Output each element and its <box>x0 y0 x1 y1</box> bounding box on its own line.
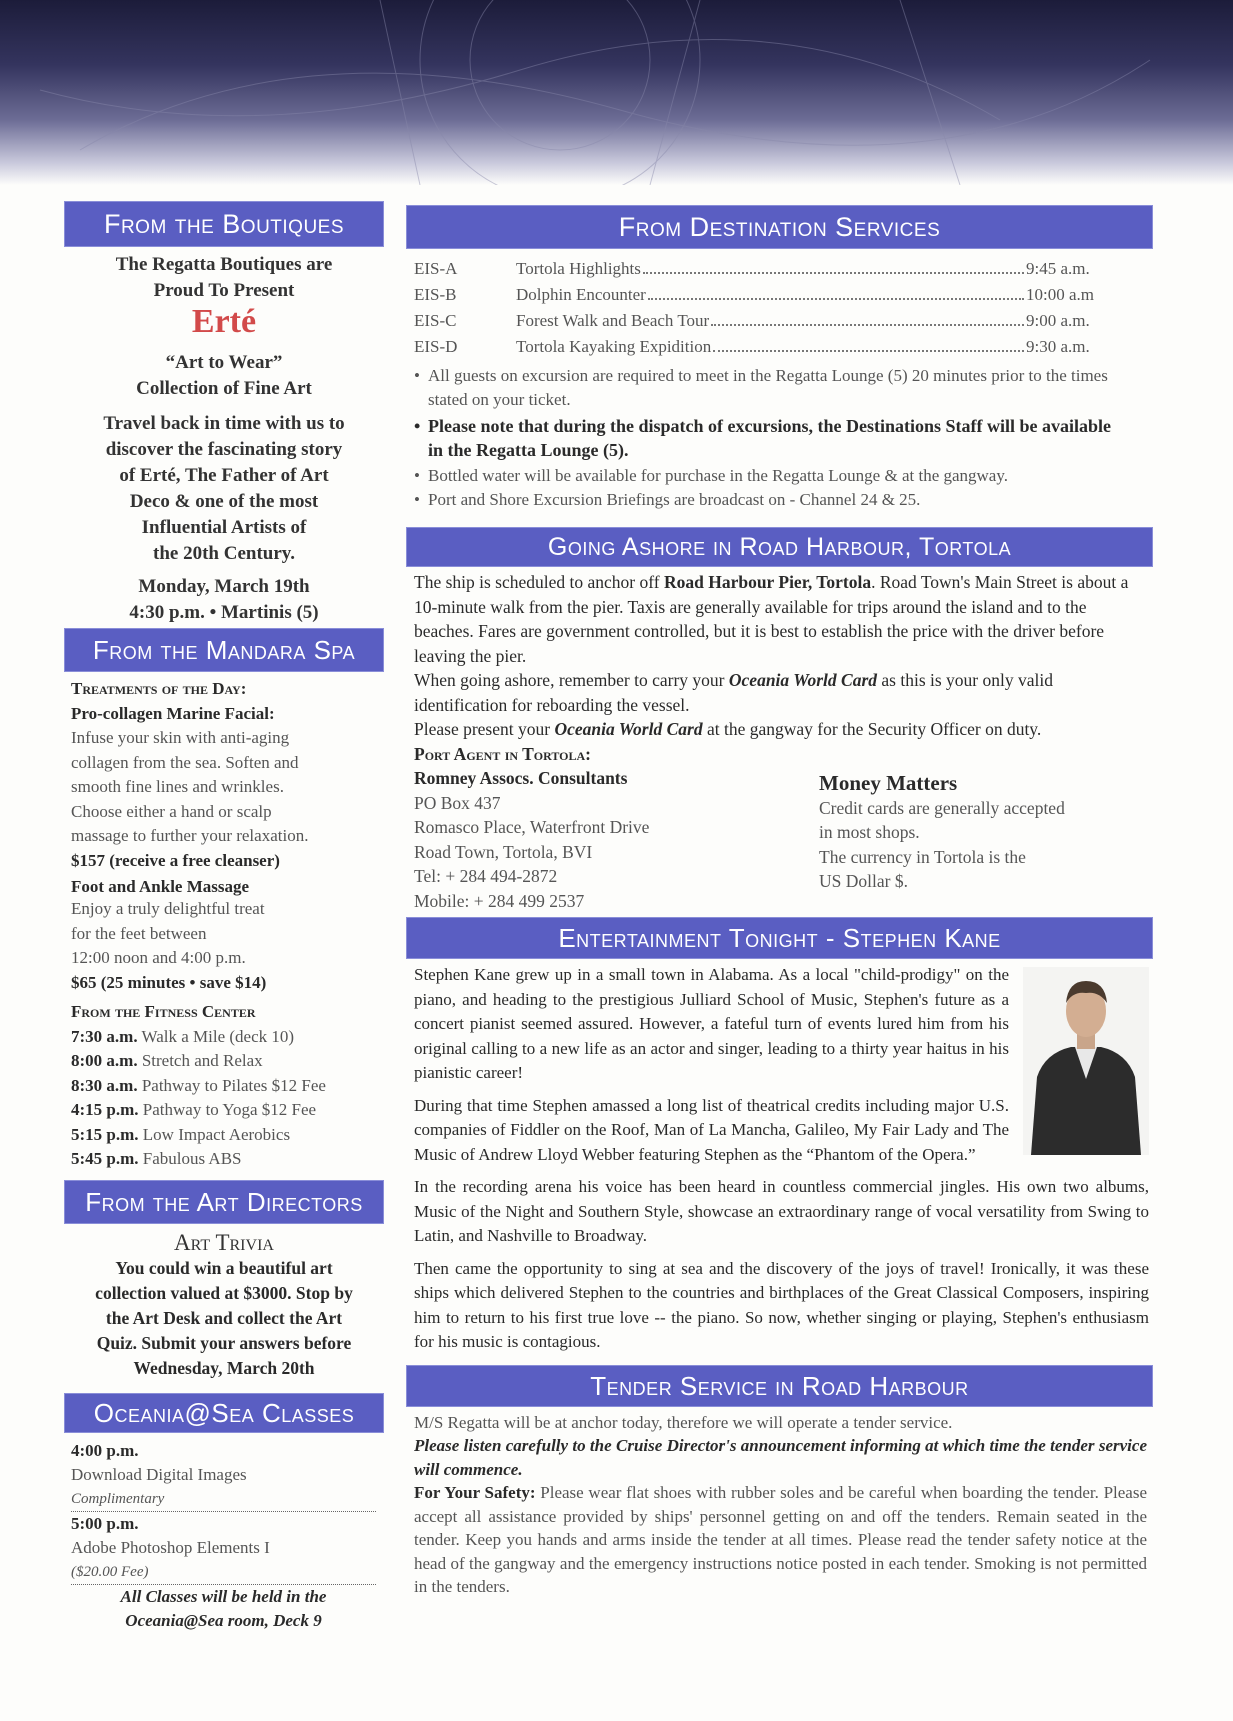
class-fee: ($20.00 Fee) <box>71 1560 376 1585</box>
fitness-time: 5:45 p.m. <box>71 1149 139 1168</box>
collection-title: “Art to Wear” <box>165 352 283 373</box>
facial-line: Choose either a hand or scalp <box>71 801 272 821</box>
dot-leader <box>713 350 1024 352</box>
world-card: Oceania World Card <box>554 719 703 739</box>
art-line: Quiz. Submit your answers before <box>96 1332 352 1353</box>
tour-time: 9:30 a.m. <box>1026 337 1090 356</box>
classes-header: Oceania@Sea Classes <box>64 1393 384 1433</box>
destination-note: • Bottled water will be available for purchase in the Regatta Lounge & at the gangway. <box>414 464 1114 488</box>
body-line: discover the fascinating story <box>105 439 343 460</box>
performer-photo <box>1023 967 1149 1155</box>
massage-line: 12:00 noon and 4:00 p.m. <box>71 948 246 967</box>
classes-note: All Classes will be held in the <box>120 1586 327 1606</box>
massage-title: Foot and Ankle Massage <box>71 877 250 896</box>
tour-time: 9:45 a.m. <box>1026 259 1090 278</box>
tour-code: EIS-C <box>414 311 457 330</box>
fitness-time: 5:15 p.m. <box>71 1124 139 1144</box>
facial-line: Infuse your skin with anti-aging <box>71 728 290 747</box>
destination-note: • All guests on excursion are required to meet in the Regatta Lounge (5) 20 minutes prior to the times stated on your ticket. <box>414 364 1114 412</box>
boutiques-date: Monday, March 19th <box>138 576 310 597</box>
tour-row <box>414 282 1104 308</box>
ashore-para <box>414 668 1150 717</box>
text: as this is your only valid identification for reboarding the vessel. <box>414 670 1053 715</box>
art-line: the Art Desk and collect the Art <box>105 1307 343 1328</box>
body-line: Travel back in time with us to <box>103 413 345 434</box>
facial-line: collagen from the sea. Soften and <box>71 752 299 772</box>
entertainment-section <box>406 963 1149 1355</box>
fitness-item <box>71 1049 384 1074</box>
art-header: From the Art Directors <box>64 1180 384 1224</box>
artist-name: Erté <box>191 303 257 340</box>
destination-notes <box>406 364 1114 512</box>
money-line: The currency in Tortola is the <box>819 846 1026 867</box>
tour-row <box>414 308 1104 334</box>
facial-title: Pro-collagen Marine Facial: <box>71 703 275 723</box>
classes-note: Oceania@Sea room, Deck 9 <box>125 1610 322 1630</box>
body-line: of Erté, The Father of Art <box>119 465 329 486</box>
body-line: the 20th Century. <box>153 543 295 564</box>
art-line: You could win a beautiful art <box>115 1257 333 1278</box>
tour-code: EIS-D <box>414 337 458 356</box>
tour-code: EIS-A <box>414 259 458 278</box>
boutiques-time-place: 4:30 p.m. • Martinis (5) <box>129 602 319 623</box>
dot-leader <box>643 272 1024 274</box>
classes-section <box>64 1439 384 1633</box>
destination-note: • Port and Shore Excursion Briefings are broadcast on - Channel 24 & 25. <box>414 488 1114 512</box>
body-line: Influential Artists of <box>141 517 307 538</box>
fitness-item <box>71 1147 384 1172</box>
agent-line: Romasco Place, Waterfront Drive <box>414 817 650 837</box>
fitness-item <box>71 1098 384 1123</box>
tender-safety <box>414 1481 1147 1599</box>
agent-line: PO Box 437 <box>414 792 501 813</box>
tour-time: 10:00 a.m <box>1026 285 1094 304</box>
tender-header: Tender Service in Road Harbour <box>406 1365 1153 1407</box>
port-agent <box>414 742 819 914</box>
class-time: 4:00 p.m. <box>71 1440 139 1460</box>
text: . Road Town's Main Street is about a 10-minute walk from the pier. Taxis are generally available for trips around the island and to the beaches. Fares are government controlled, but it is best to establish the price with the driver before leaving the pier. <box>414 572 1129 666</box>
banner-map-decoration <box>0 0 1233 185</box>
class-fee: Complimentary <box>71 1487 376 1512</box>
fitness-time: 4:15 p.m. <box>71 1100 139 1119</box>
massage-line: Enjoy a truly delightful treat <box>71 899 265 918</box>
spa-section <box>64 677 384 1172</box>
performer-silhouette <box>1023 967 1149 1155</box>
agent-money-row <box>414 742 1150 914</box>
tour-name: Tortola Kayaking Expidition <box>516 337 712 356</box>
agent-line: Mobile: + 284 499 2537 <box>414 890 585 911</box>
art-trivia-title: Art Trivia <box>174 1229 274 1255</box>
boutiques-body <box>64 411 384 567</box>
text: at the gangway for the Security Officer on duty. <box>702 719 1042 739</box>
header-banner <box>0 0 1233 185</box>
ashore-para <box>414 717 1150 742</box>
tour-row <box>414 256 1104 282</box>
agent-name: Romney Assocs. Consultants <box>414 768 628 788</box>
text: When going ashore, remember to carry your <box>414 670 729 690</box>
class-title: Download Digital Images <box>71 1464 247 1484</box>
tour-name: Forest Walk and Beach Tour <box>516 311 710 330</box>
left-column <box>64 201 384 1633</box>
fitness-activity: Fabulous ABS <box>142 1149 242 1168</box>
right-column <box>406 205 1153 1599</box>
text: The ship is scheduled to anchor off <box>414 572 664 592</box>
bio-para: During that time Stephen amassed a long list of theatrical credits including major U.S. companies of Fiddler on the Roof, Man of La Mancha, Galileo, My Fair Lady and The Music of Andrew Lloyd Webber featuring Stephen as the “Phantom of the Opera.” <box>414 1095 1009 1164</box>
tour-row <box>414 334 1104 360</box>
fitness-activity: Stretch and Relax <box>141 1051 263 1070</box>
collection-title: Collection of Fine Art <box>136 378 312 399</box>
ashore-para <box>414 570 1150 668</box>
massage-price: $65 (25 minutes • save $14) <box>71 972 267 992</box>
fitness-item <box>71 1123 384 1148</box>
money-line: US Dollar $. <box>819 871 908 891</box>
fitness-activity: Pathway to Yoga $12 Fee <box>142 1100 317 1119</box>
tour-time: 9:00 a.m. <box>1026 311 1090 330</box>
fitness-activity: Low Impact Aerobics <box>142 1124 291 1144</box>
art-line: Wednesday, March 20th <box>133 1357 315 1378</box>
spa-header: From the Mandara Spa <box>64 628 384 672</box>
boutiques-intro: The Regatta Boutiques are <box>115 254 333 275</box>
money-line: in most shops. <box>819 822 920 842</box>
text: Please present your <box>414 719 555 739</box>
facial-line: smooth fine lines and wrinkles. <box>71 777 284 796</box>
body-line: Deco & one of the most <box>129 491 319 512</box>
fitness-item <box>71 1074 384 1099</box>
boutiques-section <box>64 252 384 626</box>
tours-table <box>406 256 1104 360</box>
massage-line: for the feet between <box>71 923 207 943</box>
ashore-section <box>406 570 1150 913</box>
agent-line: Tel: + 284 494-2872 <box>414 866 558 886</box>
art-line: collection valued at $3000. Stop by <box>95 1282 353 1303</box>
entertainment-header: Entertainment Tonight - Stephen Kane <box>406 917 1153 959</box>
fitness-time: 8:30 a.m. <box>71 1075 138 1095</box>
world-card: Oceania World Card <box>728 670 878 690</box>
tour-code: EIS-B <box>414 285 457 304</box>
dot-leader <box>711 324 1024 326</box>
tour-name: Tortola Highlights <box>516 259 641 278</box>
ashore-header: Going Ashore in Road Harbour, Tortola <box>406 527 1153 567</box>
treatments-title: Treatments of the Day: <box>71 679 247 698</box>
class-title: Adobe Photoshop Elements I <box>71 1537 270 1557</box>
pier-name: Road Harbour Pier, Tortola <box>663 572 872 592</box>
money-title: Money Matters <box>819 770 958 795</box>
bio-para: Stephen Kane grew up in a small town in Alabama. As a local "child-prodigy" on the piano, and heading to the prestigious Julliard School of Music, Stephen's future as a concert pianist seemed assured. However, a fateful turn of events lured him from his original calling to a new life as an actor and singer, leading to a thirty year haitus in his pianistic career! <box>414 965 1009 1082</box>
tender-section <box>406 1411 1147 1599</box>
facial-price: $157 (receive a free cleanser) <box>71 850 280 870</box>
safety-text: Please wear flat shoes with rubber soles and be careful when boarding the tender. Please accept all assistance provided by ships' personnel getting on and off the tenders. Remain seated in the tender. Keep you hands and arms inside the tender at all times. Please read the tender safety notice at the head of the gangway and the emergency instructions notice posted in each tender. Smoking is not permitted in the tenders. <box>414 1483 1147 1596</box>
class-time: 5:00 p.m. <box>71 1513 139 1533</box>
boutiques-header: From the Boutiques <box>64 201 384 247</box>
tender-announcement: Please listen carefully to the Cruise Director's announcement informing at which time the tender service will commence. <box>414 1436 1147 1479</box>
fitness-list <box>71 1025 384 1172</box>
dot-leader <box>648 298 1024 300</box>
art-section <box>64 1230 384 1381</box>
destination-note: • Please note that during the dispatch of excursions, the Destinations Staff will be available in the Regatta Lounge (5). <box>414 414 1114 462</box>
agent-title: Port Agent in Tortola: <box>414 743 591 764</box>
destination-header: From Destination Services <box>406 205 1153 249</box>
fitness-title: From the Fitness Center <box>71 1002 256 1021</box>
fitness-activity: Pathway to Pilates $12 Fee <box>141 1075 326 1095</box>
fitness-time: 8:00 a.m. <box>71 1051 138 1070</box>
facial-line: massage to further your relaxation. <box>71 826 309 845</box>
money-matters <box>819 770 1065 914</box>
boutiques-intro: Proud To Present <box>153 280 295 301</box>
tender-line: M/S Regatta will be at anchor today, therefore we will operate a tender service. <box>414 1412 953 1432</box>
tour-name: Dolphin Encounter <box>516 285 646 304</box>
fitness-item <box>71 1025 384 1050</box>
agent-line: Road Town, Tortola, BVI <box>414 841 593 862</box>
money-line: Credit cards are generally accepted <box>819 797 1065 818</box>
fitness-time: 7:30 a.m. <box>71 1026 138 1046</box>
safety-label: For Your Safety: <box>414 1483 536 1502</box>
bio-para: Then came the opportunity to sing at sea and the discovery of the joys of travel! Ironically, it was these ships which delivered Stephen to the countries and birthplaces of the Great Classical Composers, inspiring him to return to his first true love -- the piano. So now, whether singing or playing, Stephen's enthusiasm for his music is contagious. <box>414 1258 1149 1351</box>
bio-para: In the recording arena his voice has been heard in countless commercial jingles. His own two albums, Music of the Night and Southern Style, showcase an extraordinary range of vocal versatility from Swing to Latin, and Nashville to Broadway. <box>414 1177 1149 1245</box>
fitness-activity: Walk a Mile (deck 10) <box>141 1026 295 1046</box>
